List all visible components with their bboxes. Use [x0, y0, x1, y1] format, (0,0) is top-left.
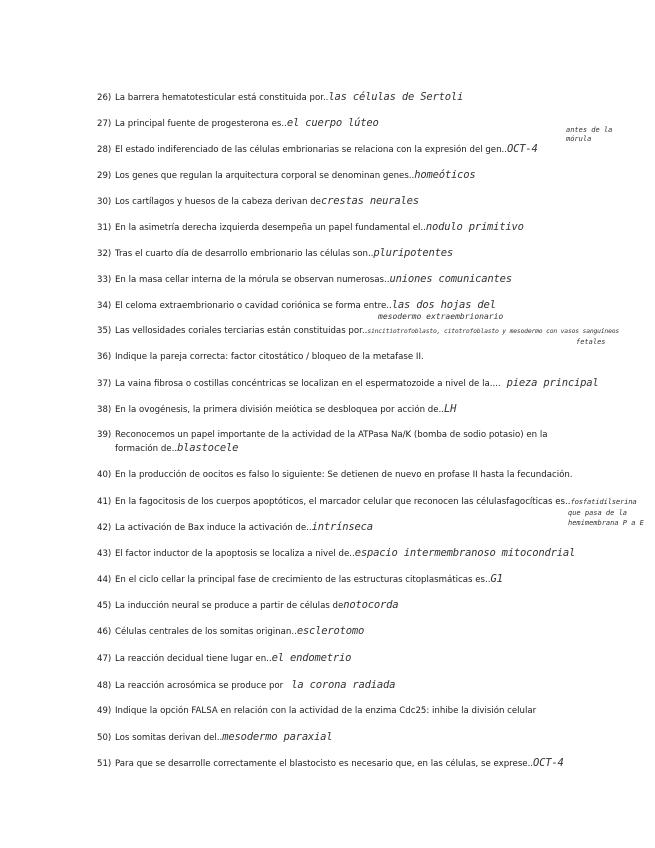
question-28: 28) El estado indiferenciado de las células embrionarias se relaciona con la expresión del gen..OCT-4	[97, 143, 538, 155]
handwritten-answer: la corona radiada	[291, 679, 396, 691]
question-40: 40) En la producción de oocitos es falso lo siguiente: Se detienen de nuevo en profase II hasta la fecundación.	[97, 470, 573, 480]
question-27: 27) La principal fuente de progesterona es..el cuerpo lúteo	[97, 117, 379, 129]
question-29: 29) Los genes que regulan la arquitectura corporal se denominan genes..homeóticos	[97, 169, 476, 181]
handwritten-answer: pluripotentes	[373, 247, 454, 259]
question-32: 32) Tras el cuarto día de desarrollo embrionario las células son..pluripotentes	[97, 247, 454, 259]
question-31: 31) En la asimetría derecha izquierda desempeña un papel fundamental el..nodulo primitivo	[97, 221, 524, 233]
handwritten-answer: OCT-4	[533, 757, 564, 769]
handwritten-note: antes de la mórula	[566, 126, 613, 143]
handwritten-answer-continued: que pasa de la	[568, 509, 628, 517]
handwritten-answer: notocorda	[343, 599, 399, 611]
question-48: 48) La reacción acrosómica se produce por la corona radiada	[97, 679, 396, 691]
handwritten-answer: G1	[490, 573, 503, 585]
handwritten-answer: nodulo primitivo	[425, 221, 524, 233]
handwritten-answer: blastocele	[177, 442, 239, 454]
question-43: 43) El factor inductor de la apoptosis se localiza a nivel de..espacio intermembranoso mitocondrial	[97, 547, 576, 559]
handwritten-answer: las células de Sertoli	[328, 91, 464, 103]
handwritten-answer: OCT-4	[507, 143, 538, 155]
handwritten-answer-continued: mesodermo extraembrionario	[378, 312, 504, 321]
question-41: 41) En la fagocitosis de los cuerpos apoptóticos, el marcador celular que reconocen las célulasfagocíticas es..fosfatidilserina	[97, 497, 637, 507]
question-35: 35) Las vellosidades coriales terciarias están constituidas por..sincitiotrofoblasto, citotrofoblasto y mesodermo con vasos sanguíneos	[97, 326, 620, 336]
question-50: 50) Los somitas derivan del..mesodermo paraxial	[97, 731, 333, 743]
question-26: 26) La barrera hematotesticular está constituida por..las células de Sertoli	[97, 91, 464, 103]
handwritten-answer: intrínseca	[311, 521, 373, 533]
handwritten-answer: espacio intermembranoso mitocondrial	[354, 547, 576, 559]
handwritten-answer: el cuerpo lúteo	[286, 117, 379, 129]
question-39: 39) Reconocemos un papel importante de la actividad de la ATPasa Na/K (bomba de sodio potasio) en la formación de..blastocele	[97, 430, 548, 454]
handwritten-answer: crestas neurales	[320, 195, 419, 207]
question-47: 47) La reacción decidual tiene lugar en..el endometrio	[97, 652, 352, 664]
question-37: 37) La vaina fibrosa o costillas concéntricas se localizan en el espermatozoide a nivel de la.... pieza principal	[97, 377, 599, 389]
handwritten-answer: las dos hojas del	[391, 299, 496, 311]
handwritten-answer: sincitiotrofoblasto, citotrofoblasto y mesodermo con vasos sanguíneos	[367, 327, 620, 335]
handwritten-answer-continued: hemimembrana P a E	[568, 519, 644, 527]
question-36: 36) Indique la pareja correcta: factor citostático / bloqueo de la metafase II.	[97, 352, 424, 362]
handwritten-answer: pieza principal	[506, 377, 599, 389]
question-38: 38) En la ovogénesis, la primera división meiótica se desbloquea por acción de..LH	[97, 403, 457, 415]
question-45: 45) La inducción neural se produce a partir de células denotocorda	[97, 599, 399, 611]
handwritten-answer: esclerotomo	[296, 625, 365, 637]
handwritten-answer: LH	[443, 403, 457, 415]
question-46: 46) Células centrales de los somitas originan..esclerotomo	[97, 625, 365, 637]
handwritten-answer: mesodermo paraxial	[222, 731, 333, 743]
handwritten-answer: el endometrio	[271, 652, 352, 664]
question-49: 49) Indique la opción FALSA en relación con la actividad de la enzima Cdc25: inhibe la división celular	[97, 706, 537, 716]
handwritten-answer-continued: fetales	[576, 338, 606, 346]
question-30: 30) Los cartílagos y huesos de la cabeza derivan decrestas neurales	[97, 195, 419, 207]
question-34: 34) El celoma extraembrionario o cavidad coriónica se forma entre..las dos hojas del	[97, 299, 496, 311]
question-44: 44) En el ciclo cellar la principal fase de crecimiento de las estructuras citoplasmáticas es..G1	[97, 573, 503, 585]
handwritten-answer: uniones comunicantes	[389, 273, 512, 285]
handwritten-answer: fosfatidilserina	[570, 497, 637, 506]
question-33: 33) En la masa cellar interna de la mórula se observan numerosas..uniones comunicantes	[97, 273, 512, 285]
question-42: 42) La activación de Bax induce la activación de..intrínseca	[97, 521, 373, 533]
question-51: 51) Para que se desarrolle correctamente el blastocisto es necesario que, en las células, se exprese..OCT-4	[97, 757, 564, 769]
handwritten-answer: homeóticos	[414, 169, 476, 181]
